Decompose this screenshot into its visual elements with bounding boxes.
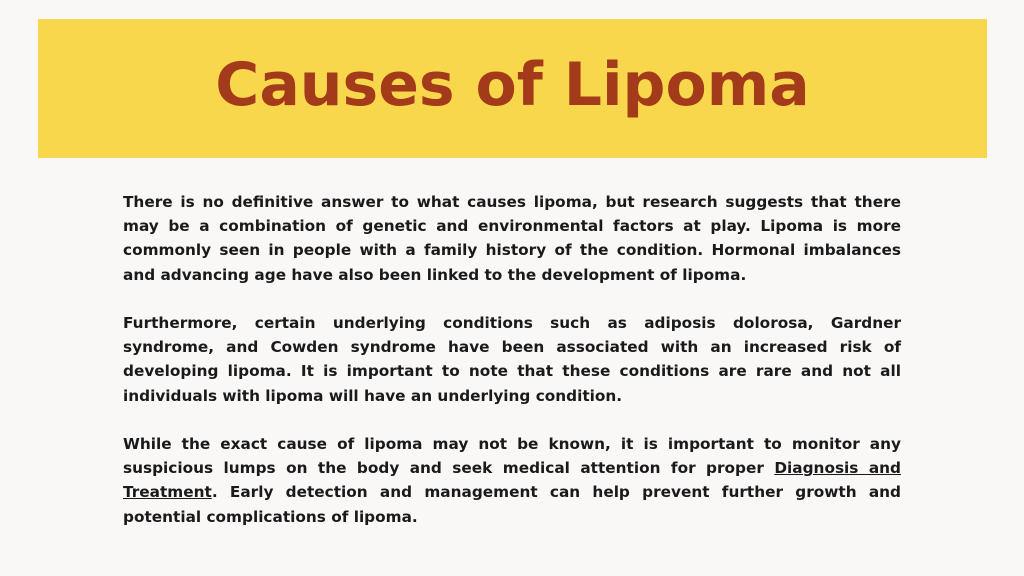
paragraph-causes-overview: There is no definitive answer to what causes lipoma, but research suggests that there may be a combination of genetic and environmental factors at play. Lipoma is more commonly seen in people with a family history of the condition. Hormonal imbalances and advancing age have also been linked to the development of lipoma. bbox=[123, 193, 901, 284]
paragraph-text-after-link: . Early detection and management can help prevent further growth and potential complications of lipoma. bbox=[123, 483, 901, 526]
page-title: Causes of Lipoma bbox=[215, 49, 810, 120]
body-content bbox=[123, 190, 901, 529]
paragraph-text-before-link: While the exact cause of lipoma may not be known, it is important to monitor any suspicious lumps on the body and seek medical attention for proper bbox=[123, 435, 901, 478]
title-banner bbox=[38, 19, 987, 158]
diagnosis-and-treatment-link[interactable]: Diagnosis and Treatment bbox=[123, 459, 901, 502]
paragraph-monitoring-advice bbox=[123, 432, 901, 529]
paragraph-underlying-conditions: Furthermore, certain underlying conditions such as adiposis dolorosa, Gardner syndrome, and Cowden syndrome have been associated with an increased risk of developing lipoma. It is important to note that these conditions are rare and not all individuals with lipoma will have an underlying condition. bbox=[123, 314, 901, 405]
